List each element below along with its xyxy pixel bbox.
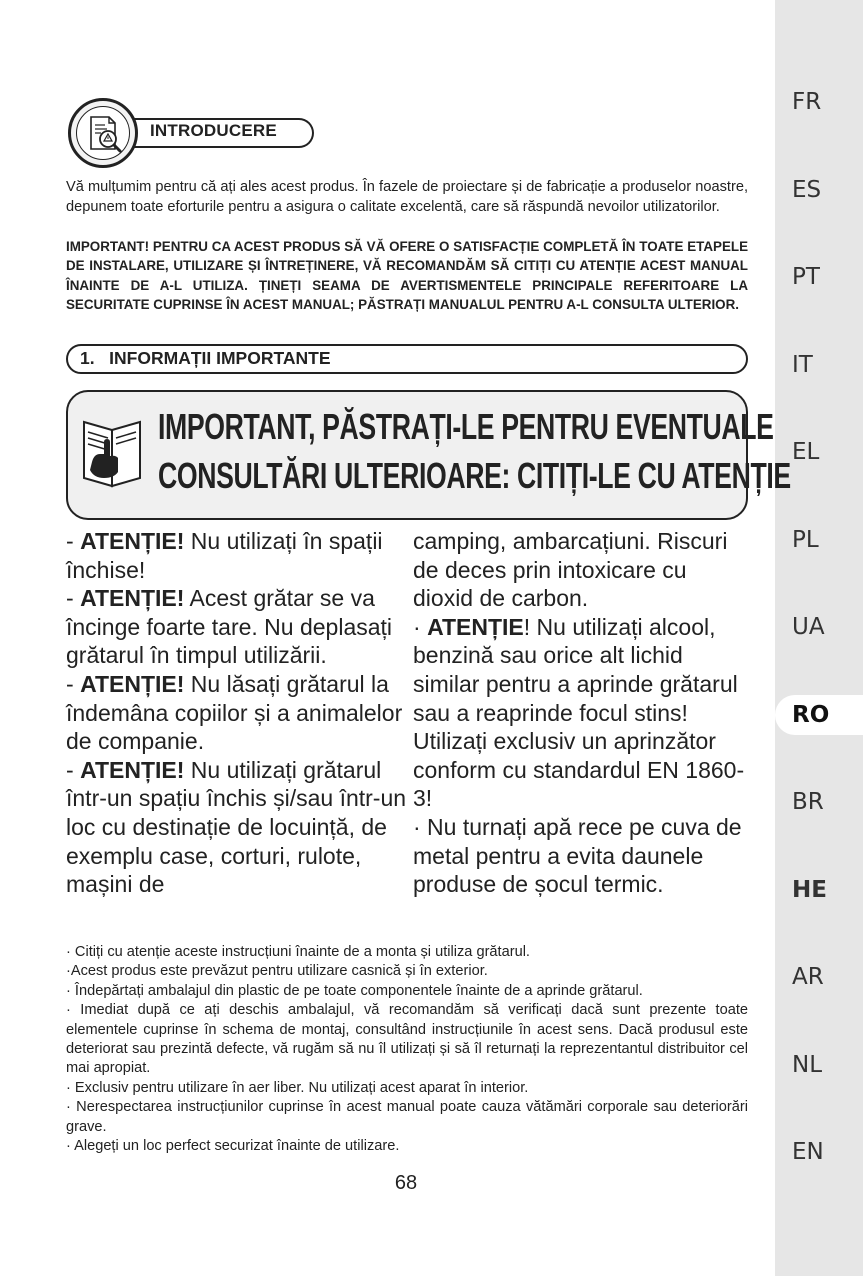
lang-tab-ar[interactable]: AR [792, 964, 824, 990]
intro-important-notice: IMPORTANT! PENTRU CA ACEST PRODUS SĂ VĂ OFERE O SATISFACȚIE COMPLETĂ ÎN TOATE ETAPELE DE INSTALARE, UTILIZARE ȘI ÎNTREȚINERE, VĂ RECOMANDĂM SĂ CITIȚI CU ATENȚIE ACEST MANUAL ÎNAINTE DE A-L UTILIZA. ȚINEȚI SEAMA DE AVERTISMENTELE PRINCIPALE REFERITOARE LA SECURITATE CUPRINSE ÎN ACEST MANUAL; PĂSTRAȚI MANUALUL PENTRU A-L CONSULTA ULTERIOR. [66, 239, 748, 313]
page-number: 68 [394, 1172, 418, 1194]
lang-tab-pl[interactable]: PL [792, 527, 819, 553]
attention-label: ATENȚIE [427, 613, 524, 640]
warning-item: - ATENȚIE! Acest grătar se va încinge foarte tare. Nu deplasați grătarul în timpul utilizării. [66, 585, 393, 669]
intro-icon-badge [68, 98, 138, 168]
attention-label: ATENȚIE! [80, 528, 185, 554]
language-sidebar [775, 0, 863, 1276]
warning-item: - ATENȚIE! Nu utilizați grătarul într-un spațiu închis și/sau într-un loc cu destinație de locuință, de exemplu case, corturi, rulote, mașini de [66, 756, 407, 898]
intro-paragraph: Vă mulțumim pentru că ați ales acest produs. În fazele de proiectare și de fabricație a produselor noastre, depunem toate eforturile pentru a asigura o calitate excelentă, care să răspundă nevoilor utilizatorilor. [66, 179, 748, 215]
attention-label: ATENȚIE! [80, 670, 185, 697]
bullet-item: · Nerespectarea instrucțiunilor cuprinse în acest manual poate cauza vătămări corporale sau deteriorări grave. [66, 1099, 748, 1135]
warnings-right-column [413, 527, 753, 899]
lang-tab-ro[interactable]: RO [775, 695, 863, 735]
bullet-item: · Alegeți un loc perfect securizat înainte de utilizare. [66, 1138, 400, 1155]
section-title: 1. INFORMAȚII IMPORTANTE [80, 348, 331, 368]
lang-tab-fr[interactable]: FR [792, 89, 822, 115]
lang-tab-br[interactable]: BR [792, 789, 824, 815]
warning-item: camping, ambarcațiuni. Riscuri de deces prin intoxicare cu dioxid de carbon. [413, 528, 728, 612]
lang-tab-el[interactable]: EL [792, 439, 820, 465]
lang-tab-en[interactable]: EN [792, 1139, 824, 1165]
warnings-left-column [66, 527, 411, 899]
bullet-item: · Exclusiv pentru utilizare în aer liber. Nu utilizați acest aparat în interior. [66, 1079, 529, 1096]
document-warning-magnifier-icon [77, 107, 131, 161]
warning-line-1: IMPORTANT, PĂSTRAȚI-LE PENTRU EVENTUALE [158, 406, 774, 447]
warning-line-2: CONSULTĂRI ULTERIOARE: CITIȚI-LE CU ATENȚIE [158, 455, 791, 496]
warning-item: · ATENȚIE! Nu utilizați alcool, benzină sau orice alt lichid similar pentru a aprinde grătarul sau a reaprinde focul stins! Utilizați exclusiv un aprinzător conform cu standardul EN 1860-3! [413, 613, 745, 812]
lang-tab-es[interactable]: ES [792, 177, 822, 203]
lang-tab-ua[interactable]: UA [792, 614, 825, 640]
warning-item: - ATENȚIE! Nu utilizați în spații închise! [66, 528, 383, 583]
bullet-item: · Citiți cu atenție aceste instrucțiuni înainte de a monta și utiliza grătarul. [66, 944, 530, 960]
intro-title: INTRODUCERE [150, 121, 277, 140]
warning-item: - ATENȚIE! Nu lăsați grătarul la îndemâna copiilor și a animalelor de companie. [66, 670, 403, 755]
bullet-item: · Imediat după ce ați deschis ambalajul, vă recomandăm să verificați dacă sunt prezente toate elementele cuprinse în schema de montaj, consultând instrucțiunile în acest sens. Dacă produsul este deteriorat sau prezintă defecte, vă rugăm să nu îl utilizați și să îl returnați la reprezentantul distribuitor cel mai apropiat. [66, 1002, 748, 1077]
bullet-item: ·Acest produs este prevăzut pentru utilizare casnică și în exterior. [66, 963, 488, 980]
read-manual-icon [78, 414, 154, 494]
lang-tab-it[interactable]: IT [792, 352, 813, 378]
lang-tab-pt[interactable]: PT [792, 264, 820, 290]
bullet-item: · Îndepărtați ambalajul din plastic de pe toate componentele înainte de a aprinde grătarul. [66, 982, 643, 999]
attention-label: ATENȚIE! [80, 585, 185, 612]
warning-item: · Nu turnați apă rece pe cuva de metal pentru a evita daunele produse de șocul termic. [413, 813, 742, 898]
lang-tab-nl[interactable]: NL [792, 1052, 823, 1078]
attention-label: ATENȚIE! [80, 756, 185, 783]
lang-tab-he[interactable]: HE [792, 877, 827, 903]
instruction-bullets [66, 943, 748, 1156]
